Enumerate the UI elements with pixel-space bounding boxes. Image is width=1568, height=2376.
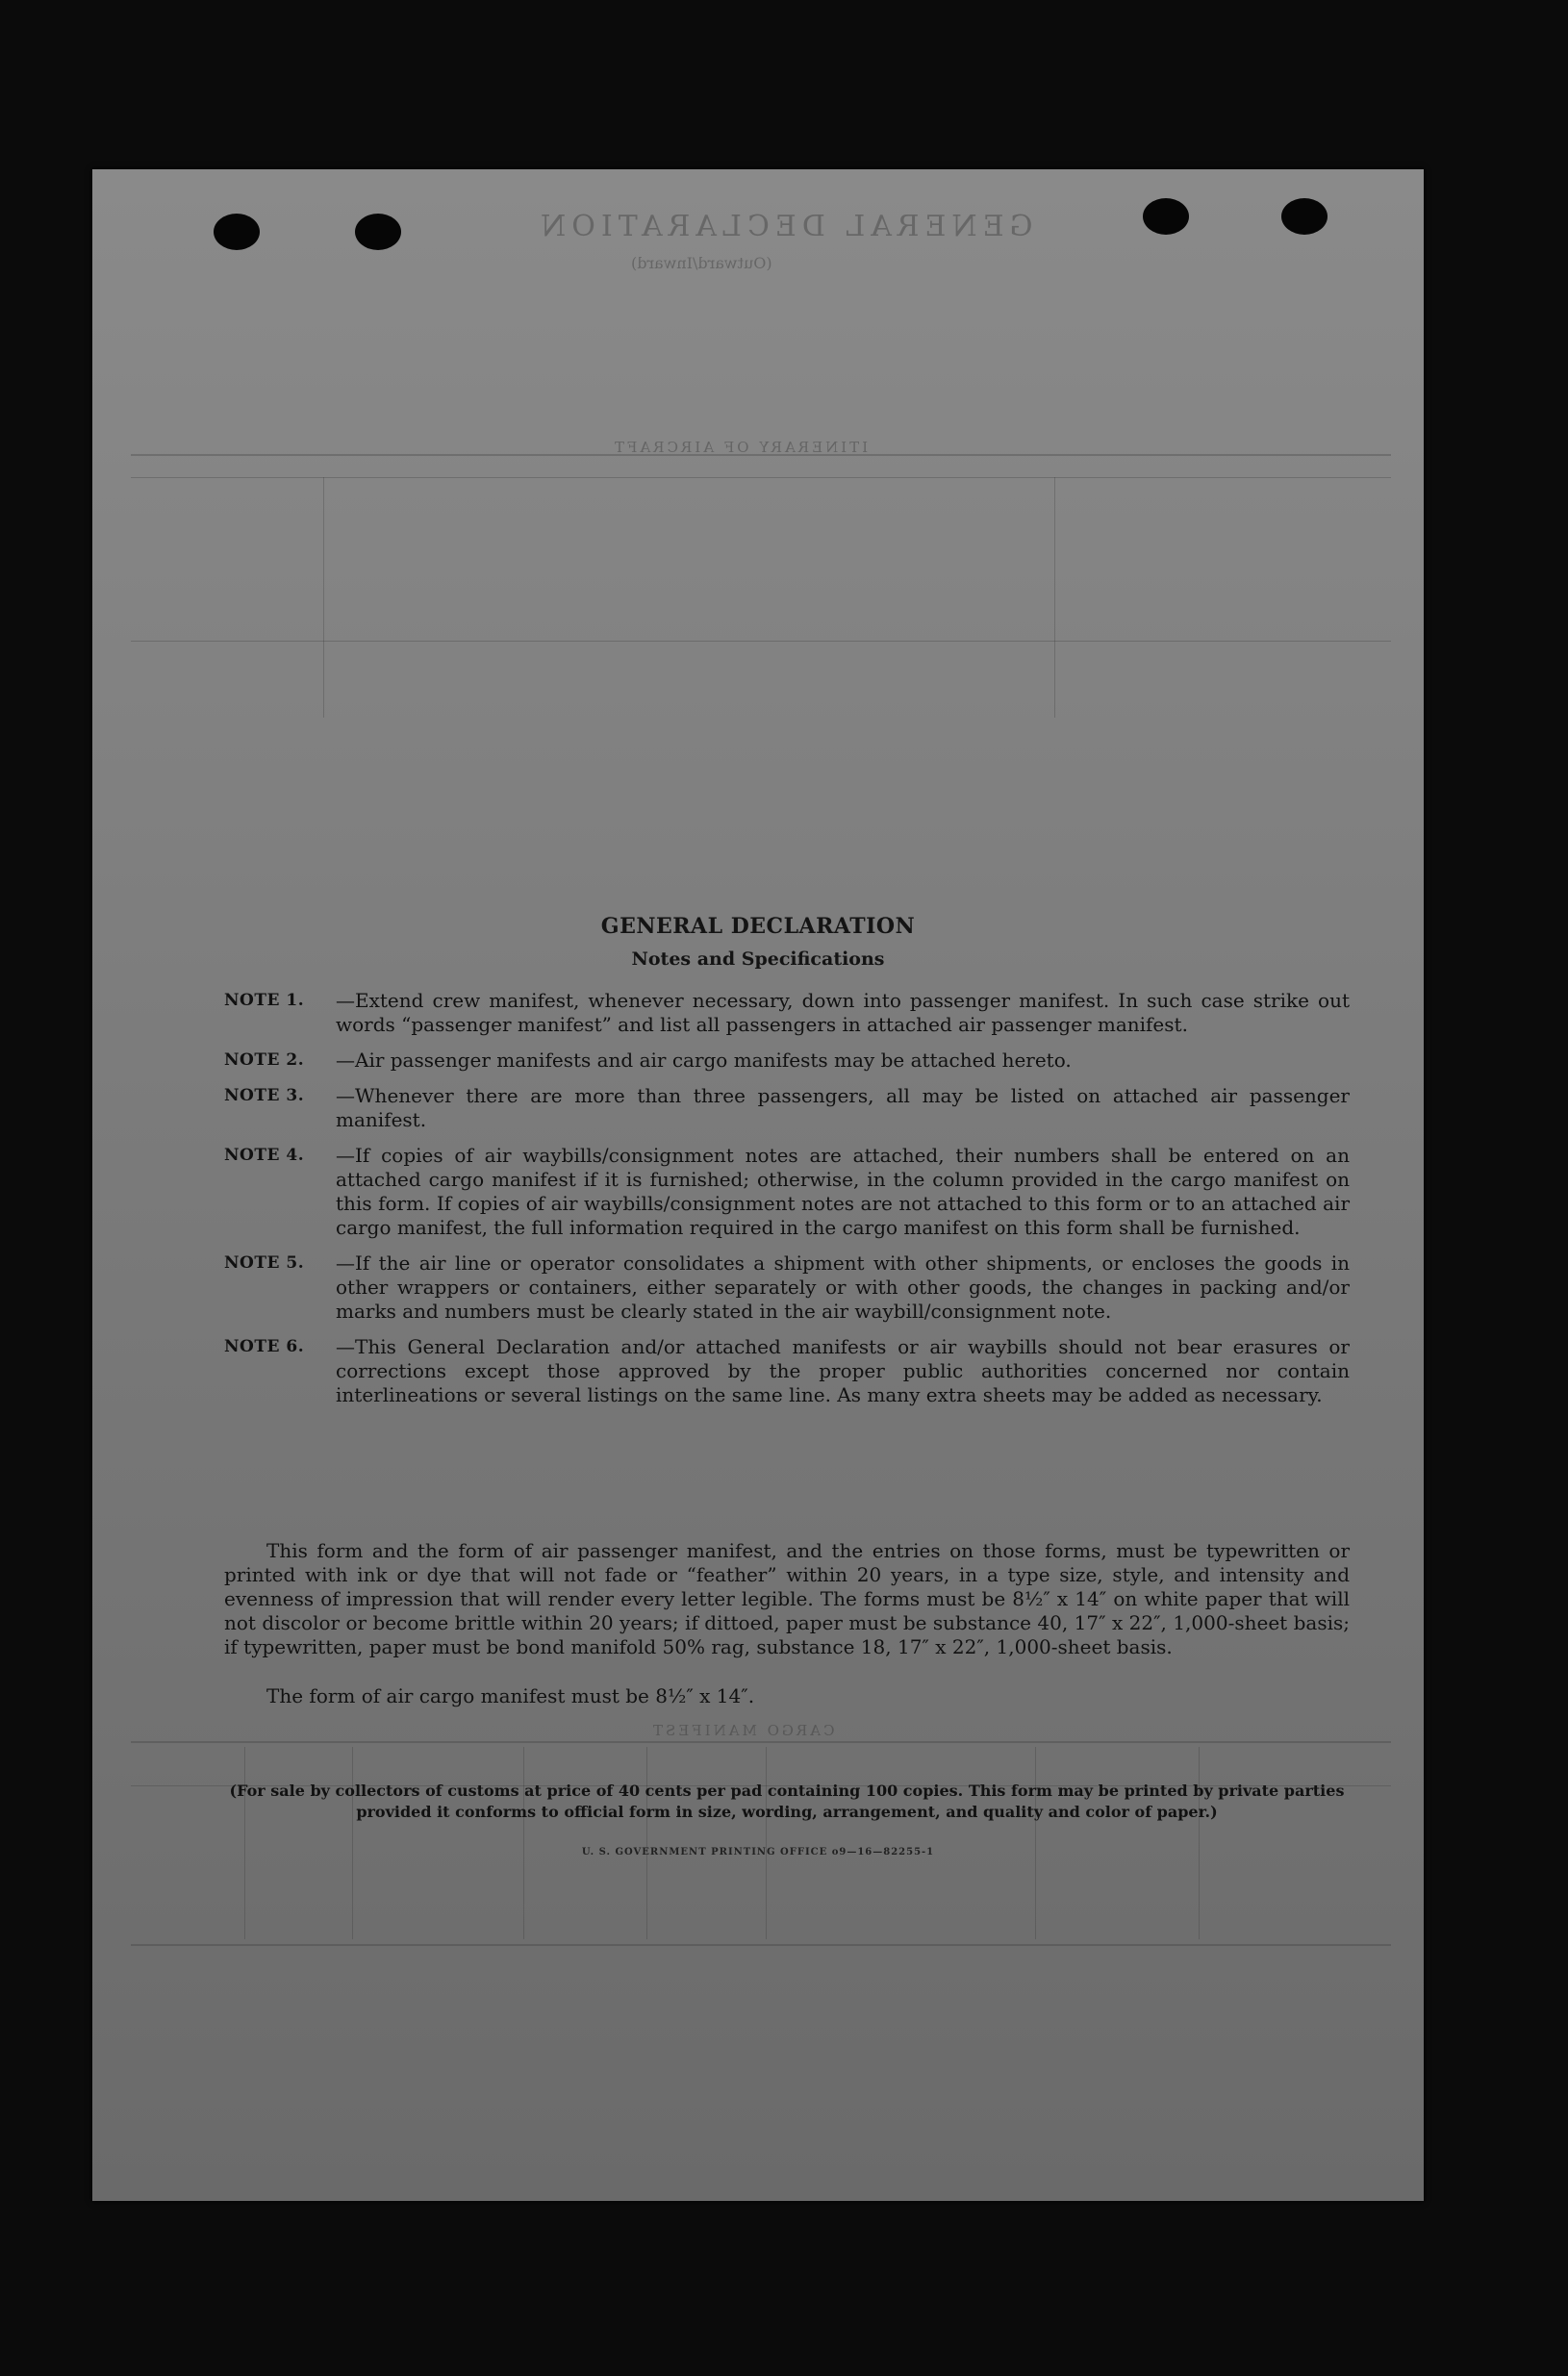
bleed-through-itinerary: ITINERARY OF AIRCRAFT: [612, 439, 869, 456]
note-text: —If the air line or operator consolidates a shipment with other shipments, or encloses the goods in other wrappers or containers, either separately or with other goods, the changes in packing and/or marks and numbers must be clearly stated in the air waybill/consignment note.: [336, 1251, 1350, 1323]
bleed-through-rule: [523, 1747, 524, 1939]
notes-list: [224, 989, 1350, 1419]
note-item: [224, 1144, 1350, 1240]
note-text: —Extend crew manifest, whenever necessary, down into passenger manifest. In such case strike out words “passenger manifest” and list all passengers in attached air passenger manifest.: [336, 989, 1350, 1036]
bleed-through-rule: [131, 1741, 1391, 1743]
form-subtitle: Notes and Specifications: [631, 948, 885, 970]
bleed-through-rule: [766, 1747, 767, 1939]
bleed-through-rule: [646, 1747, 647, 1939]
bleed-through-rule: [1199, 1747, 1200, 1939]
bleed-through-rule: [1035, 1747, 1036, 1939]
bleed-through-header-sub: (Outward/Inward): [631, 254, 772, 272]
bleed-through-rule: [352, 1747, 353, 1939]
bleed-through-header: GENERAL DECLARATION: [535, 210, 1033, 243]
note-label: NOTE 2.: [224, 1050, 305, 1070]
bleed-through-rule: [131, 477, 1391, 478]
note-label: NOTE 4.: [224, 1146, 305, 1165]
note-label: NOTE 3.: [224, 1086, 305, 1105]
bleed-through-cargo: CARGO MANIFEST: [650, 1722, 835, 1739]
bleed-through-rule: [131, 641, 1391, 642]
bleed-through-rule: [323, 477, 324, 718]
form-title: GENERAL DECLARATION: [600, 914, 916, 939]
note-text: —If copies of air waybills/consignment notes are attached, their numbers shall be entered on an attached cargo manifest if it is furnished; otherwise, in the column provided in the cargo manifest on this form. If copies of air waybills/consignment notes are not attached to this form or to an attached air cargo manifest, the full information required in the cargo manifest on this form shall be furnished.: [336, 1144, 1350, 1239]
note-text: —Air passenger manifests and air cargo manifests may be attached hereto.: [336, 1049, 1072, 1072]
cargo-form-size: The form of air cargo manifest must be 8½″ x 14″.: [266, 1684, 755, 1707]
note-item: [224, 1049, 1350, 1073]
note-label: NOTE 5.: [224, 1253, 305, 1273]
punch-hole: [214, 214, 260, 250]
punch-hole: [1143, 198, 1189, 235]
note-label: NOTE 1.: [224, 991, 305, 1010]
bleed-through-rule: [1054, 477, 1055, 718]
note-item: [224, 989, 1350, 1037]
bleed-through-rule: [131, 1944, 1391, 1946]
note-item: [224, 1335, 1350, 1407]
punch-hole: [355, 214, 401, 250]
note-text: —This General Declaration and/or attached manifests or air waybills should not bear erasures or corrections except those approved by the proper public authorities concerned nor contain interlineations or several listings on the same line. As many extra sheets may be added as necessary.: [336, 1335, 1350, 1406]
note-text: —Whenever there are more than three passengers, all may be listed on attached air passenger manifest.: [336, 1084, 1350, 1131]
note-item: [224, 1251, 1350, 1324]
printer-imprint: U. S. GOVERNMENT PRINTING OFFICE o9—16—82255-1: [581, 1847, 935, 1858]
punch-hole: [1281, 198, 1328, 235]
bleed-through-rule: [131, 454, 1391, 456]
note-label: NOTE 6.: [224, 1337, 305, 1356]
sale-note: (For sale by collectors of customs at price of 40 cents per pad containing 100 copies. This form may be printed by private parties provided it conforms to official form in size, wording, arrangement, and quality and color of paper.): [229, 1782, 1345, 1821]
document-sheet: [92, 169, 1424, 2201]
specification-paragraph: This form and the form of air passenger manifest, and the entries on those forms, must be typewritten or printed with ink or dye that will not fade or “feather” within 20 years, in a type size, style, and intensity and evenness of impression that will render every letter legible. The forms must be 8½″ x 14″ on white paper that will not discolor or become brittle within 20 years; if dittoed, paper must be substance 40, 17″ x 22″, 1,000-sheet basis; if typewritten, paper must be bond manifold 50% rag, substance 18, 17″ x 22″, 1,000-sheet basis.: [224, 1539, 1350, 1658]
bleed-through-rule: [244, 1747, 245, 1939]
note-item: [224, 1084, 1350, 1132]
